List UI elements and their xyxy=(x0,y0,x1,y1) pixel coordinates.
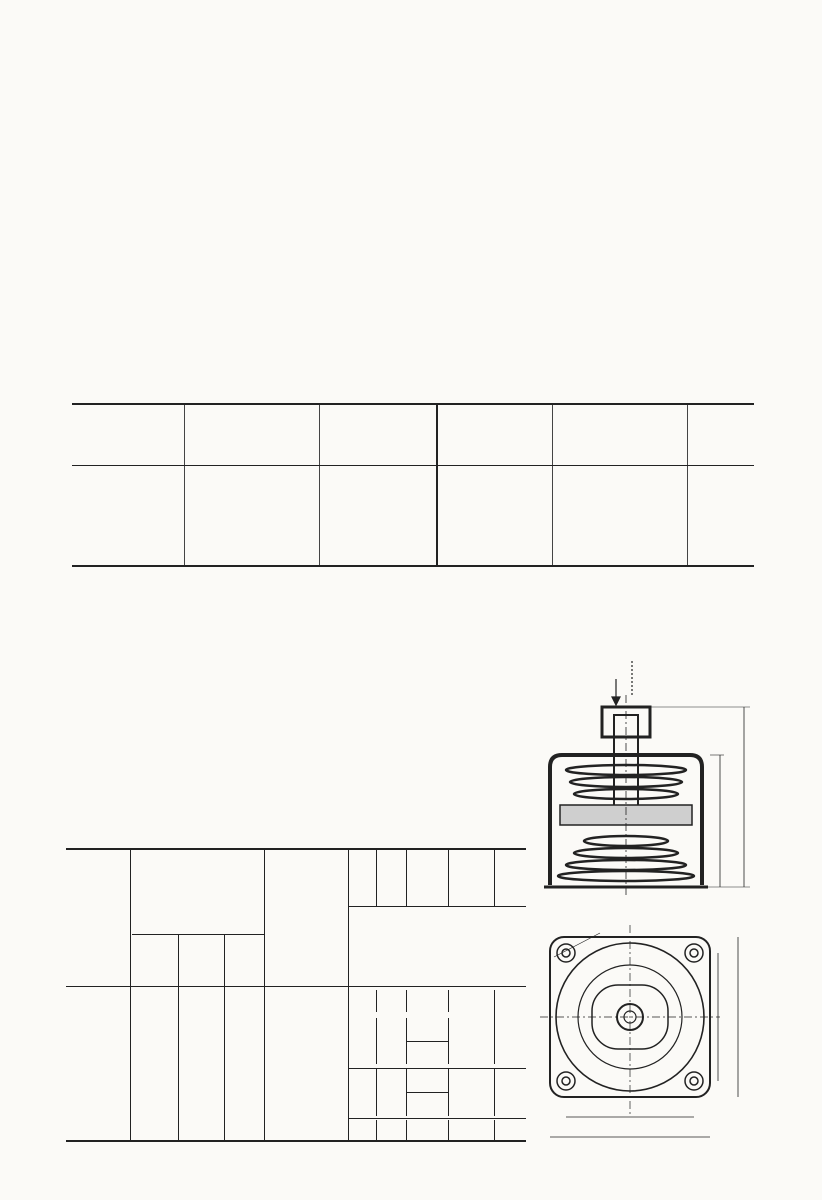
th-max xyxy=(228,938,262,984)
th-apn-type xyxy=(80,888,116,984)
th-min xyxy=(184,938,218,984)
loads-left xyxy=(320,466,438,567)
th-type-left xyxy=(185,404,320,466)
th-type-right xyxy=(553,404,688,466)
fig36-charts xyxy=(120,90,720,340)
types-left xyxy=(185,466,320,567)
th-curve-left xyxy=(72,404,185,466)
th-load-group xyxy=(132,852,264,880)
fig36-legend-table xyxy=(72,403,754,567)
th-load-left xyxy=(320,404,438,466)
apn-table xyxy=(66,848,526,1142)
apn-drawing xyxy=(540,655,810,1145)
th-load-right xyxy=(688,404,755,466)
curve-numbers-left xyxy=(72,466,185,567)
curve-numbers-right xyxy=(437,466,553,567)
th-curve-right xyxy=(437,404,553,466)
pu-arrowhead xyxy=(612,697,620,705)
th-nominal xyxy=(140,938,172,984)
loads-right xyxy=(688,466,755,567)
types-right xyxy=(553,466,688,567)
th-friction xyxy=(266,854,346,984)
